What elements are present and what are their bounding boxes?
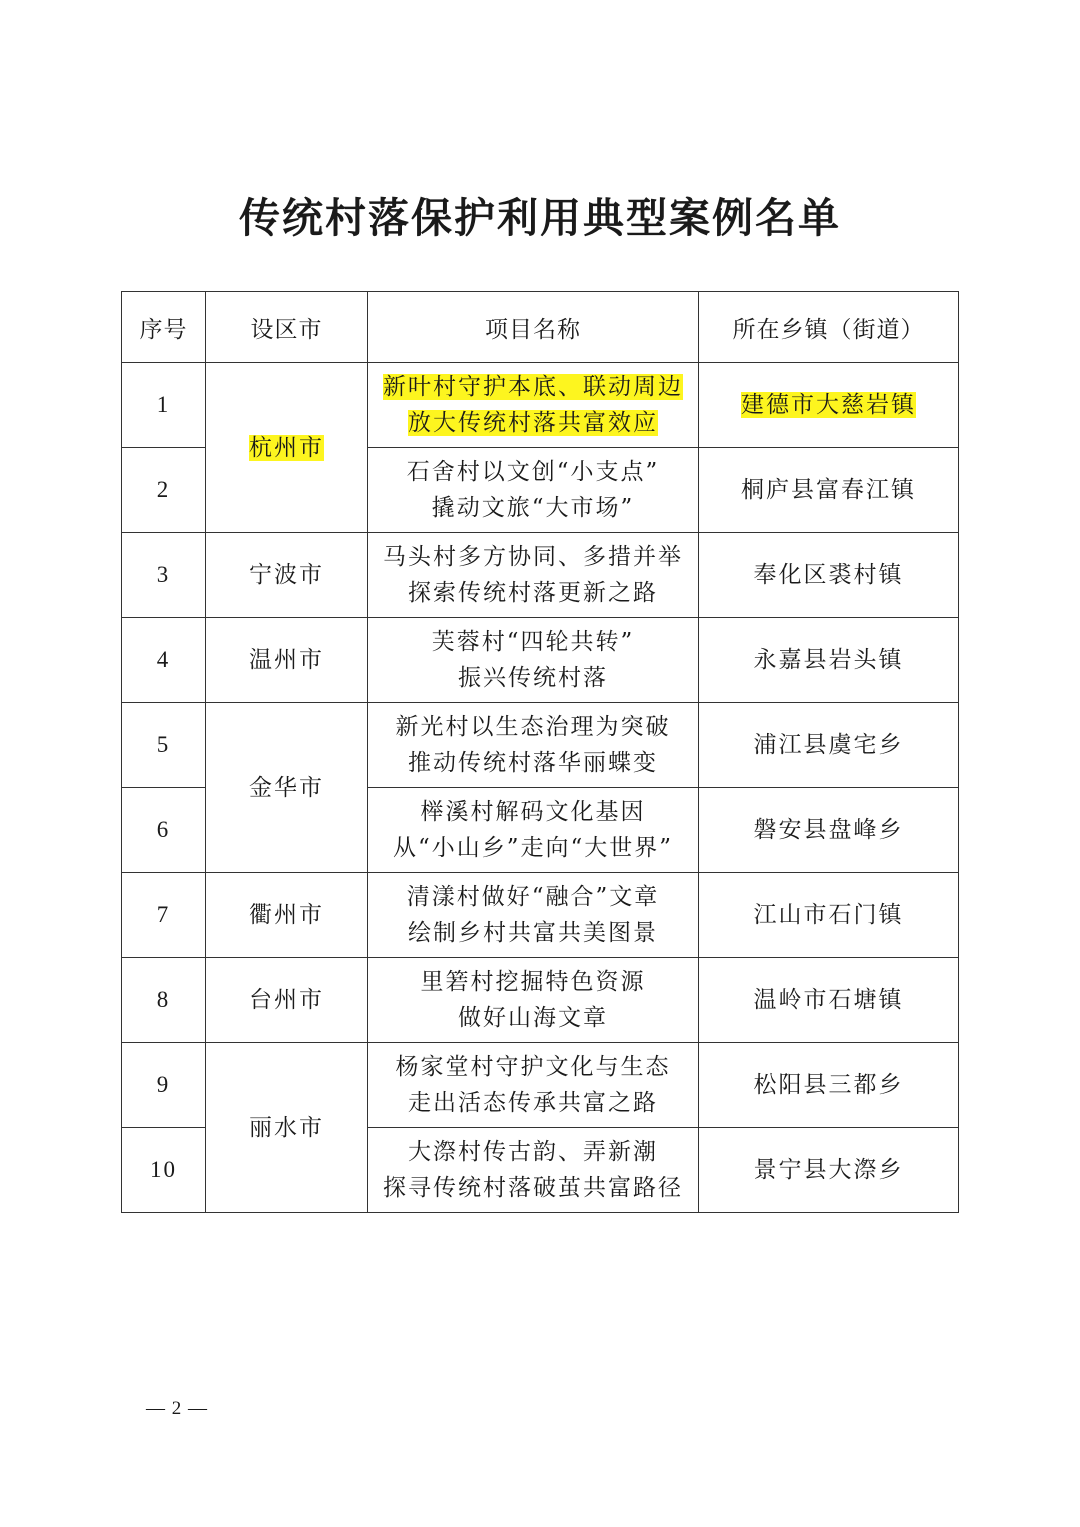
table-row [122,958,959,1043]
row-town: 江山市石门镇 [699,873,959,958]
project-line: 杨家堂村守护文化与生态 [395,1054,671,1080]
project-line: 马头村多方协同、多措并举 [383,544,683,570]
row-project-name [368,958,699,1043]
table-row [122,618,959,703]
row-town: 磐安县盘峰乡 [699,788,959,873]
row-project-name [368,788,699,873]
case-list-table [121,291,959,1213]
row-serial-number: 9 [122,1043,206,1128]
row-serial-number: 10 [122,1128,206,1213]
project-line: 大漈村传古韵、弄新潮 [408,1139,658,1165]
row-town: 桐庐县富春江镇 [699,448,959,533]
row-city: 台州市 [206,958,368,1043]
row-town: 浦江县虞宅乡 [699,703,959,788]
project-line: 新光村以生态治理为突破 [395,714,671,740]
row-city: 丽水市 [206,1043,368,1213]
row-city: 宁波市 [206,533,368,618]
table-header-row [122,292,959,363]
row-project-name [368,1043,699,1128]
table-row [122,363,959,448]
project-line: 清漾村做好“融合”文章 [406,884,660,910]
table-row [122,1043,959,1128]
row-serial-number: 8 [122,958,206,1043]
row-serial-number: 7 [122,873,206,958]
project-line: 新叶村守护本底、联动周边 [383,374,683,400]
row-project-name [368,873,699,958]
row-city [206,363,368,533]
row-serial-number: 4 [122,618,206,703]
row-city: 衢州市 [206,873,368,958]
row-town: 景宁县大漈乡 [699,1128,959,1213]
header-project-name: 项目名称 [368,292,699,363]
project-line: 探索传统村落更新之路 [408,580,658,606]
project-line: 做好山海文章 [458,1005,608,1031]
row-serial-number: 2 [122,448,206,533]
row-project-name [368,533,699,618]
row-city: 金华市 [206,703,368,873]
project-line: 从“小山乡”走向“大世界” [392,835,674,861]
page-number: — 2 — [146,1398,208,1419]
project-line: 榉溪村解码文化基因 [420,799,646,825]
project-line: 振兴传统村落 [458,665,608,691]
project-line: 撬动文旅“大市场” [431,495,635,521]
row-project-name [368,1128,699,1213]
table-row [122,703,959,788]
table-row [122,533,959,618]
row-project-name [368,703,699,788]
row-serial-number: 3 [122,533,206,618]
project-line: 里箬村挖掘特色资源 [420,969,646,995]
project-line: 放大传统村落共富效应 [408,410,658,436]
table-row [122,873,959,958]
row-town: 松阳县三都乡 [699,1043,959,1128]
row-serial-number: 5 [122,703,206,788]
header-town: 所在乡镇（街道） [699,292,959,363]
row-city: 温州市 [206,618,368,703]
row-serial-number: 1 [122,363,206,448]
project-line: 芙蓉村“四轮共转” [431,629,635,655]
project-line: 探寻传统村落破茧共富路径 [383,1175,683,1201]
highlighted-town: 建德市大慈岩镇 [741,392,916,418]
row-town [699,363,959,448]
row-town: 温岭市石塘镇 [699,958,959,1043]
project-line: 推动传统村落华丽蝶变 [408,750,658,776]
row-town: 永嘉县岩头镇 [699,618,959,703]
project-line: 绘制乡村共富共美图景 [408,920,658,946]
row-project-name [368,363,699,448]
row-project-name [368,618,699,703]
project-line: 石舍村以文创“小支点” [406,459,660,485]
header-city: 设区市 [206,292,368,363]
row-serial-number: 6 [122,788,206,873]
row-project-name [368,448,699,533]
header-serial-number: 序号 [122,292,206,363]
project-line: 走出活态传承共富之路 [408,1090,658,1116]
page-title: 传统村落保护利用典型案例名单 [239,194,841,242]
highlighted-city: 杭州市 [249,434,324,461]
row-town: 奉化区裘村镇 [699,533,959,618]
